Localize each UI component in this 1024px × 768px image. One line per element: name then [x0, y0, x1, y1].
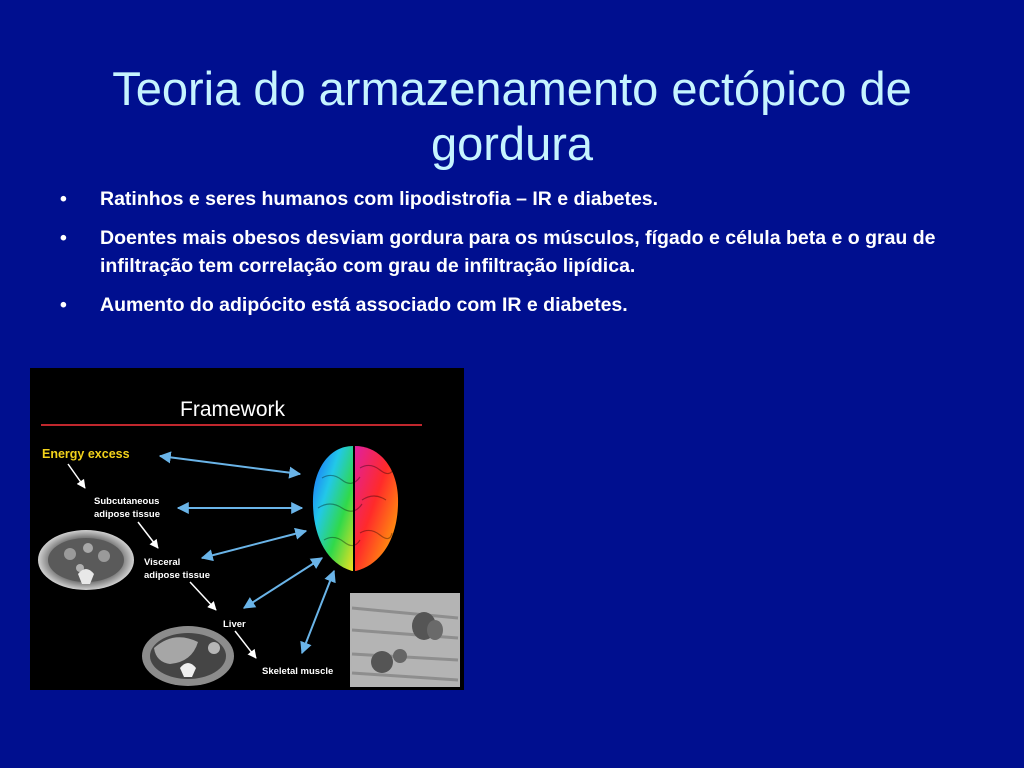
bullet-marker: •: [60, 227, 67, 249]
bullet-item: [60, 224, 960, 280]
bullet-text: Aumento do adipócito está associado com IR e diabetes.: [100, 294, 628, 316]
arrow-energy-to-subcutaneous: [68, 464, 85, 488]
bullet-list: [60, 185, 960, 330]
arrow-liver-to-muscle: [235, 631, 256, 658]
label-visceral-2: adipose tissue: [144, 570, 210, 581]
bullet-marker: •: [60, 294, 67, 316]
slide-title: Teoria do armazenamento ectópico de gordura: [112, 62, 912, 171]
arrow-brain-muscle: [302, 571, 334, 653]
bullet-text: Doentes mais obesos desviam gordura para os músculos, fígado e célula beta e o grau de infiltração tem correlação com grau de infiltração lipídica.: [100, 227, 936, 277]
arrow-brain-energy: [160, 456, 300, 474]
bullet-text: Ratinhos e seres humanos com lipodistrofia – IR e diabetes.: [100, 188, 659, 210]
label-liver: Liver: [223, 619, 246, 630]
bullet-marker: •: [60, 188, 67, 210]
label-subcutaneous-1: Subcutaneous: [94, 496, 160, 507]
bullet-item: [60, 291, 960, 319]
brain-image: [313, 446, 398, 571]
label-subcutaneous-2: adipose tissue: [94, 509, 160, 520]
ct-scan-liver-image: [142, 626, 234, 686]
arrow-subcutaneous-to-visceral: [138, 522, 158, 548]
arrow-visceral-to-liver: [190, 582, 216, 610]
label-visceral-1: Visceral: [144, 557, 181, 568]
label-skeletal-muscle: Skeletal muscle: [262, 666, 334, 677]
framework-diagram: [30, 368, 464, 690]
framework-heading: Framework: [180, 398, 286, 421]
bullet-item: [60, 185, 960, 213]
muscle-micrograph-image: [350, 593, 460, 687]
ct-scan-subcutaneous-image: [38, 530, 134, 590]
label-energy-excess: Energy excess: [42, 447, 130, 461]
arrow-brain-liver: [244, 558, 322, 608]
arrow-brain-visceral: [202, 531, 306, 558]
framework-svg: [30, 368, 464, 690]
